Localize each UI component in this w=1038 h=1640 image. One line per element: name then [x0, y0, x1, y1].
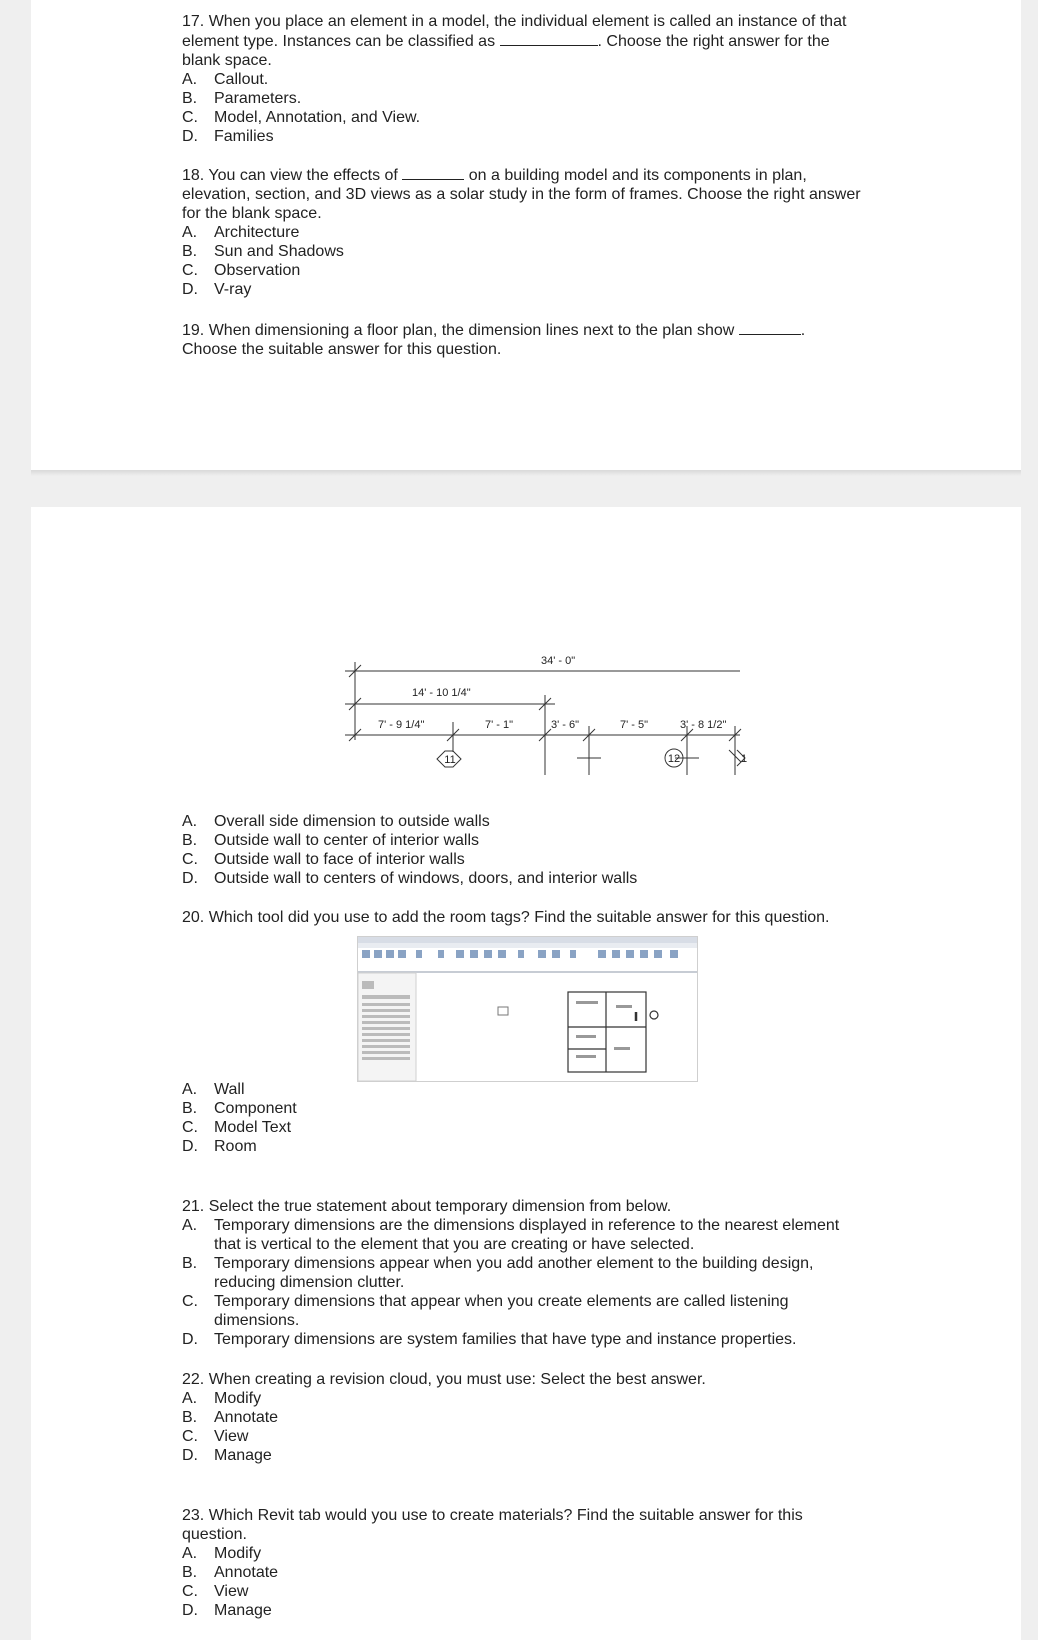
option-item: D. Room — [182, 1138, 257, 1155]
question-22 — [182, 1370, 862, 1465]
option-item: D. Families — [182, 128, 274, 145]
question-19 — [182, 320, 862, 359]
option-item: A. Modify — [182, 1545, 262, 1562]
option-item: D. Manage — [182, 1602, 272, 1619]
question-22-text: 22. When creating a revision cloud, you must use: Select the best answer. — [182, 1371, 706, 1388]
question-20-options — [182, 1080, 862, 1156]
option-item: A. Overall side dimension to outside walls — [182, 813, 490, 830]
revit-screenshot — [357, 936, 698, 1082]
revit-screenshot-drawing — [358, 937, 697, 1081]
option-item: B. Sun and Shadows — [182, 243, 344, 260]
question-23 — [182, 1506, 842, 1620]
answer-blank — [402, 165, 464, 180]
overall-dimension-label: 34' - 0" — [541, 655, 576, 667]
option-item: A. Architecture — [182, 224, 300, 241]
option-item: B. Outside wall to center of interior walls — [182, 832, 479, 849]
question-19-text: 19. When dimensioning a floor plan, the dimension lines next to the plan show . Choose the suitable answer for this question. — [182, 322, 806, 358]
question-17 — [182, 12, 862, 146]
dimension-diagram — [345, 650, 748, 775]
option-item: C. Model, Annotation, and View. — [182, 109, 421, 126]
option-item: C. Observation — [182, 262, 301, 279]
question-23-text: 23. Which Revit tab would you use to create materials? Find the suitable answer for this question. — [182, 1507, 803, 1543]
option-item: A. Callout. — [182, 71, 269, 88]
option-item: B. Parameters. — [182, 90, 302, 107]
question-20-text: 20. Which tool did you use to add the room tags? Find the suitable answer for this question. — [182, 909, 830, 926]
mid-dimension-label: 14' - 10 1/4" — [412, 687, 471, 699]
answer-blank — [500, 31, 598, 46]
question-17-text: 17. When you place an element in a model, the individual element is called an instance of that element type. Instances can be classified as . Choose the right answer for the blank space. — [182, 13, 847, 69]
option-item: D. Manage — [182, 1447, 272, 1464]
segment-label: 7' - 9 1/4" — [378, 719, 425, 731]
question-18 — [182, 165, 862, 299]
option-item: B. Temporary dimensions appear when you add another element to the building design, reducing dimension clutter. — [182, 1255, 814, 1291]
option-item: C. Temporary dimensions that appear when you create elements are called listening dimensions. — [182, 1293, 789, 1329]
segment-label: 7' - 1" — [485, 719, 514, 731]
option-item: B. Component — [182, 1100, 297, 1117]
option-item: A. Modify — [182, 1390, 262, 1407]
segment-label: 3' - 8 1/2" — [680, 719, 727, 731]
answer-blank — [739, 320, 801, 335]
option-item: C. Model Text — [182, 1119, 292, 1136]
option-item: B. Annotate — [182, 1564, 279, 1581]
tag-label: 12 — [667, 753, 681, 765]
tag-label: 1 — [741, 753, 748, 765]
option-item: A. Wall — [182, 1081, 245, 1098]
option-item: D. Temporary dimensions are system families that have type and instance properties. — [182, 1331, 797, 1348]
option-item: C. View — [182, 1583, 249, 1600]
option-item: A. Temporary dimensions are the dimensions displayed in reference to the nearest element that is vertical to the element that you are creating or have selected. — [182, 1217, 840, 1253]
option-item: D. Outside wall to centers of windows, doors, and interior walls — [182, 870, 638, 887]
option-item: D. V-ray — [182, 281, 252, 298]
segment-label: 3' - 6" — [551, 719, 580, 731]
question-18-text: 18. You can view the effects of on a building model and its components in plan, elevation, section, and 3D views as a solar study in the form of frames. Choose the right answer for the blank space. — [182, 167, 861, 222]
tag-label: 11 — [444, 754, 456, 766]
question-21 — [182, 1197, 852, 1349]
question-20 — [182, 908, 902, 927]
option-item: C. View — [182, 1428, 249, 1445]
page-gap — [31, 470, 1021, 476]
question-21-text: 21. Select the true statement about temporary dimension from below. — [182, 1198, 672, 1215]
segment-label: 7' - 5" — [620, 719, 649, 731]
question-19-options — [182, 812, 862, 888]
option-item: C. Outside wall to face of interior walls — [182, 851, 465, 868]
option-item: B. Annotate — [182, 1409, 279, 1426]
